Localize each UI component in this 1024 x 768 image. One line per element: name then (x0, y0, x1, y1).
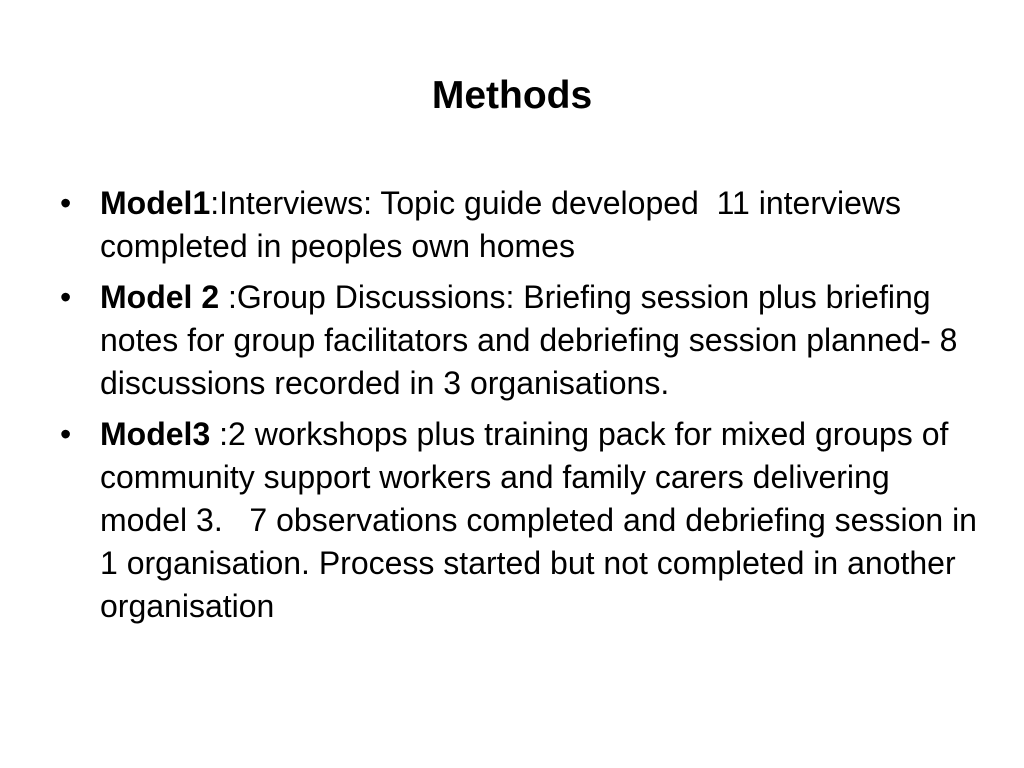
bullet-dot-icon: • (60, 279, 72, 315)
bullet-label: Model3 (100, 416, 211, 452)
bullet-item-model1 (60, 182, 980, 268)
slide-title: Methods (431, 74, 593, 117)
bullet-label: Model1 (100, 185, 211, 221)
bullet-label: Model 2 (100, 279, 220, 315)
bullet-item-model2 (60, 276, 980, 405)
bullet-dot-icon: • (60, 185, 72, 221)
bullet-text: :Group Discussions: Briefing session plus briefing notes for group facilitators and debriefing session planned- 8 discussions recorded in 3 organisations. (100, 279, 967, 401)
bullet-text: :2 workshops plus training pack for mixed groups of community support workers and family carers delivering model 3. 7 observations completed and debriefing session in 1 organisation. Process started but not completed in another organisation (100, 416, 986, 624)
bullet-text: :Interviews: Topic guide developed 11 interviews completed in peoples own homes (100, 185, 910, 264)
bullet-item-model3 (60, 413, 986, 628)
bullet-list (60, 182, 986, 636)
bullet-dot-icon: • (60, 416, 72, 452)
